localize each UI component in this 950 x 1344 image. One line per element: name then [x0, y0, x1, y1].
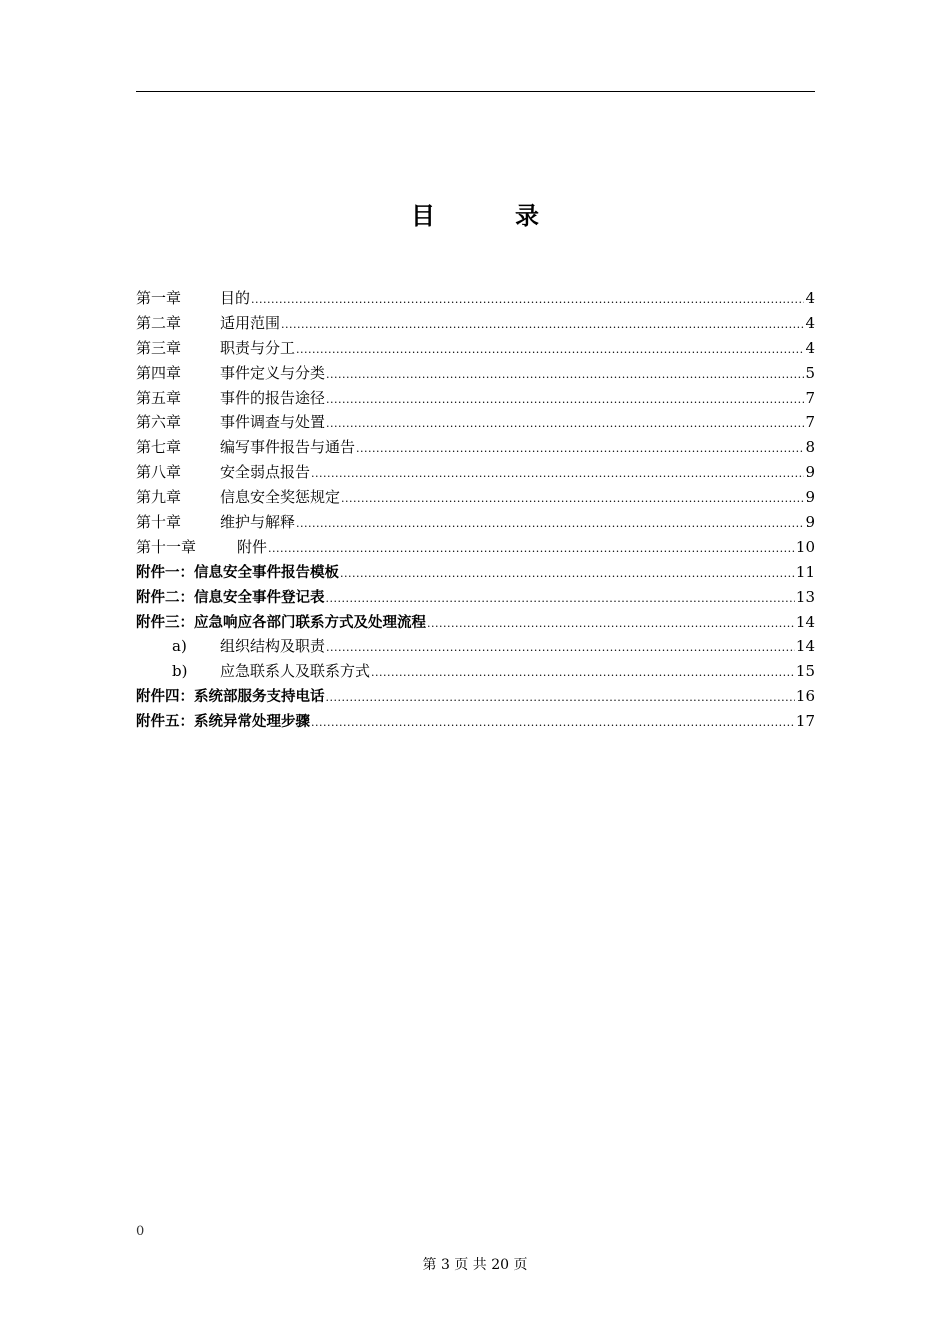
footnote-marker: 0 [136, 1224, 145, 1239]
toc-entry-page: 9 [805, 488, 815, 507]
toc-dot-leader [326, 363, 804, 388]
toc-entry-number: 第二章 [136, 313, 182, 332]
toc-entry[interactable] [136, 634, 815, 659]
toc-entry-page: 11 [795, 562, 815, 581]
toc-entry[interactable] [136, 336, 815, 361]
toc-entry-title: 职责与分工 [220, 338, 296, 357]
toc-entry-number: 第九章 [136, 488, 182, 507]
toc-entry-page: 16 [795, 687, 815, 706]
toc-entry[interactable] [136, 311, 815, 336]
toc-entry-page: 5 [805, 363, 815, 382]
toc-entry-number: 第六章 [136, 413, 182, 432]
toc-dot-leader [341, 487, 804, 512]
toc-entry-title: 事件调查与处置 [220, 413, 326, 432]
toc-entry[interactable] [136, 410, 815, 435]
toc-entry[interactable] [136, 610, 815, 635]
toc-dot-leader [296, 512, 804, 537]
toc-dot-leader [371, 661, 795, 686]
toc-entry-title: 安全弱点报告 [220, 463, 311, 482]
toc-entry[interactable] [136, 361, 815, 386]
toc-entry-number: b) [172, 662, 188, 681]
toc-entry-page: 13 [795, 587, 815, 606]
toc-dot-leader [296, 338, 804, 363]
toc-dot-leader [427, 612, 795, 637]
toc-entry[interactable] [136, 386, 815, 411]
toc-entry-title: 附件三：应急响应各部门联系方式及处理流程 [136, 614, 426, 631]
toc-entry-number: 第十章 [136, 513, 182, 532]
toc-entry-page: 10 [795, 537, 815, 556]
toc-entry-title: 附件一：信息安全事件报告模板 [136, 564, 339, 581]
toc-entry[interactable] [136, 585, 815, 610]
toc-entry[interactable] [136, 659, 815, 684]
toc-entry[interactable] [136, 435, 815, 460]
toc-dot-leader [251, 288, 804, 313]
toc-entry-number: 第五章 [136, 388, 182, 407]
toc-entry-number: 第八章 [136, 463, 182, 482]
toc-entry-title: 应急联系人及联系方式 [220, 662, 371, 681]
toc-entry[interactable] [136, 485, 815, 510]
toc-entry[interactable] [136, 684, 815, 709]
toc-entry[interactable] [136, 286, 815, 311]
toc-dot-leader [311, 462, 804, 487]
toc-entry-page: 4 [805, 313, 815, 332]
header-rule [136, 91, 815, 92]
toc-dot-leader [326, 686, 795, 711]
toc-entry-title: 目的 [220, 289, 251, 307]
toc-entry-title: 编写事件报告与通告 [220, 438, 356, 457]
toc-entry[interactable] [136, 560, 815, 585]
toc-entry-page: 9 [805, 513, 815, 532]
toc-dot-leader [268, 537, 795, 562]
toc-entry-page: 4 [805, 289, 815, 307]
toc-dot-leader [356, 437, 804, 462]
toc-entry-title: 组织结构及职责 [220, 637, 326, 656]
toc-entry-page: 7 [805, 413, 815, 432]
toc-entry-title: 信息安全奖惩规定 [220, 488, 341, 507]
toc-entry-number: 第三章 [136, 338, 182, 357]
toc-entry-title: 适用范围 [220, 313, 281, 332]
toc-entry-page: 14 [795, 612, 815, 631]
toc-entry[interactable] [136, 510, 815, 535]
toc-entry-title: 附件四：系统部服务支持电话 [136, 689, 325, 706]
toc-dot-leader [326, 587, 795, 612]
toc-entry-number: 第十一章 [136, 537, 197, 556]
toc-entry-page: 7 [805, 388, 815, 407]
toc-entry-page: 14 [795, 637, 815, 656]
toc-dot-leader [326, 636, 795, 661]
toc-dot-leader [281, 313, 804, 338]
table-of-contents [136, 286, 815, 734]
toc-entry-title: 事件的报告途径 [220, 388, 326, 407]
toc-entry-number: 第四章 [136, 363, 182, 382]
toc-dot-leader [340, 562, 795, 587]
toc-entry-title: 附件五：系统异常处理步骤 [136, 714, 310, 731]
toc-dot-leader [311, 711, 795, 736]
page-title: 目 录 [411, 202, 567, 230]
toc-dot-leader [326, 412, 804, 437]
toc-entry-title: 维护与解释 [220, 513, 296, 532]
toc-entry-title: 事件定义与分类 [220, 363, 326, 382]
toc-entry-page: 9 [805, 463, 815, 482]
toc-entry-number: 第一章 [136, 289, 182, 307]
toc-entry-page: 4 [805, 338, 815, 357]
toc-entry-page: 8 [805, 438, 815, 457]
toc-entry-number: a) [172, 637, 187, 656]
toc-entry[interactable] [136, 535, 815, 560]
toc-entry-page: 15 [795, 662, 815, 681]
toc-entry[interactable] [136, 709, 815, 734]
toc-entry-title: 附件二：信息安全事件登记表 [136, 589, 325, 606]
toc-entry[interactable] [136, 460, 815, 485]
page-footer: 第 3 页 共 20 页 [422, 1257, 528, 1273]
toc-dot-leader [326, 388, 804, 413]
toc-entry-page: 17 [795, 712, 815, 731]
toc-entry-number: 第七章 [136, 438, 182, 457]
toc-entry-title: 附件 [237, 537, 268, 556]
